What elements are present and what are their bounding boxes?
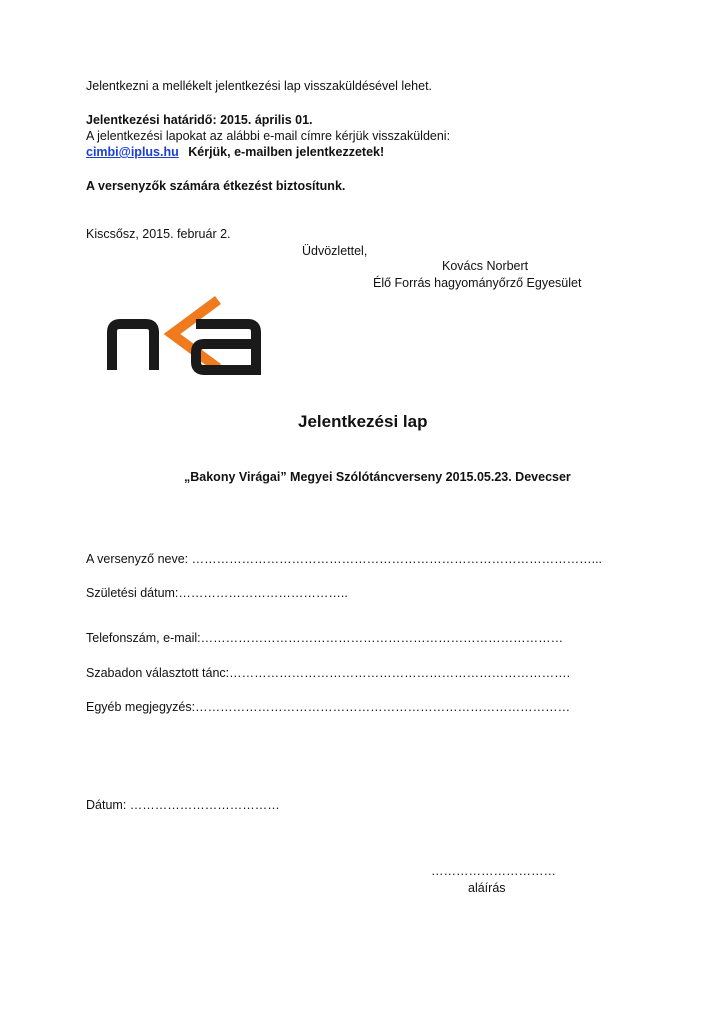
nka-logo	[86, 290, 286, 390]
signature-label: aláírás	[468, 881, 506, 895]
email-request-line: A jelentkezési lapokat az alábbi e-mail címre kérjük visszaküldeni:	[86, 129, 451, 143]
email-link[interactable]: cimbi@iplus.hu	[86, 145, 179, 159]
field-competitor-name: A versenyző neve: ……………………………………………………………………………………...	[86, 552, 603, 566]
signer-org: Élő Forrás hagyományőrző Egyesület	[373, 276, 582, 290]
nka-logo-graphic	[86, 290, 286, 390]
field-birth-date: Születési dátum:…………………………………..	[86, 586, 348, 600]
signature-line: …………………………	[431, 864, 556, 878]
catering-line: A versenyzők számára étkezést biztosítunk.	[86, 179, 346, 193]
field-date: Dátum: ………………………………	[86, 798, 280, 812]
deadline-line: Jelentkezési határidő: 2015. április 01.	[86, 113, 313, 127]
email-note: Kérjük, e-mailben jelentkezzetek!	[188, 145, 385, 159]
email-line	[86, 144, 384, 160]
place-date: Kiscsősz, 2015. február 2.	[86, 227, 231, 241]
field-free-dance: Szabadon választott tánc:……………………………………………………………………….	[86, 666, 571, 680]
field-phone-email: Telefonszám, e-mail:……………………………………………………………………………	[86, 631, 564, 645]
intro-line: Jelentkezni a mellékelt jelentkezési lap visszaküldésével lehet.	[86, 79, 433, 93]
greeting: Üdvözlettel,	[302, 244, 368, 258]
form-subtitle: „Bakony Virágai” Megyei Szólótáncverseny 2015.05.23. Devecser	[184, 470, 571, 484]
form-title: Jelentkezési lap	[298, 412, 428, 431]
field-other-notes: Egyéb megjegyzés:………………………………………………………………………………	[86, 700, 571, 714]
signer-name: Kovács Norbert	[442, 259, 529, 273]
